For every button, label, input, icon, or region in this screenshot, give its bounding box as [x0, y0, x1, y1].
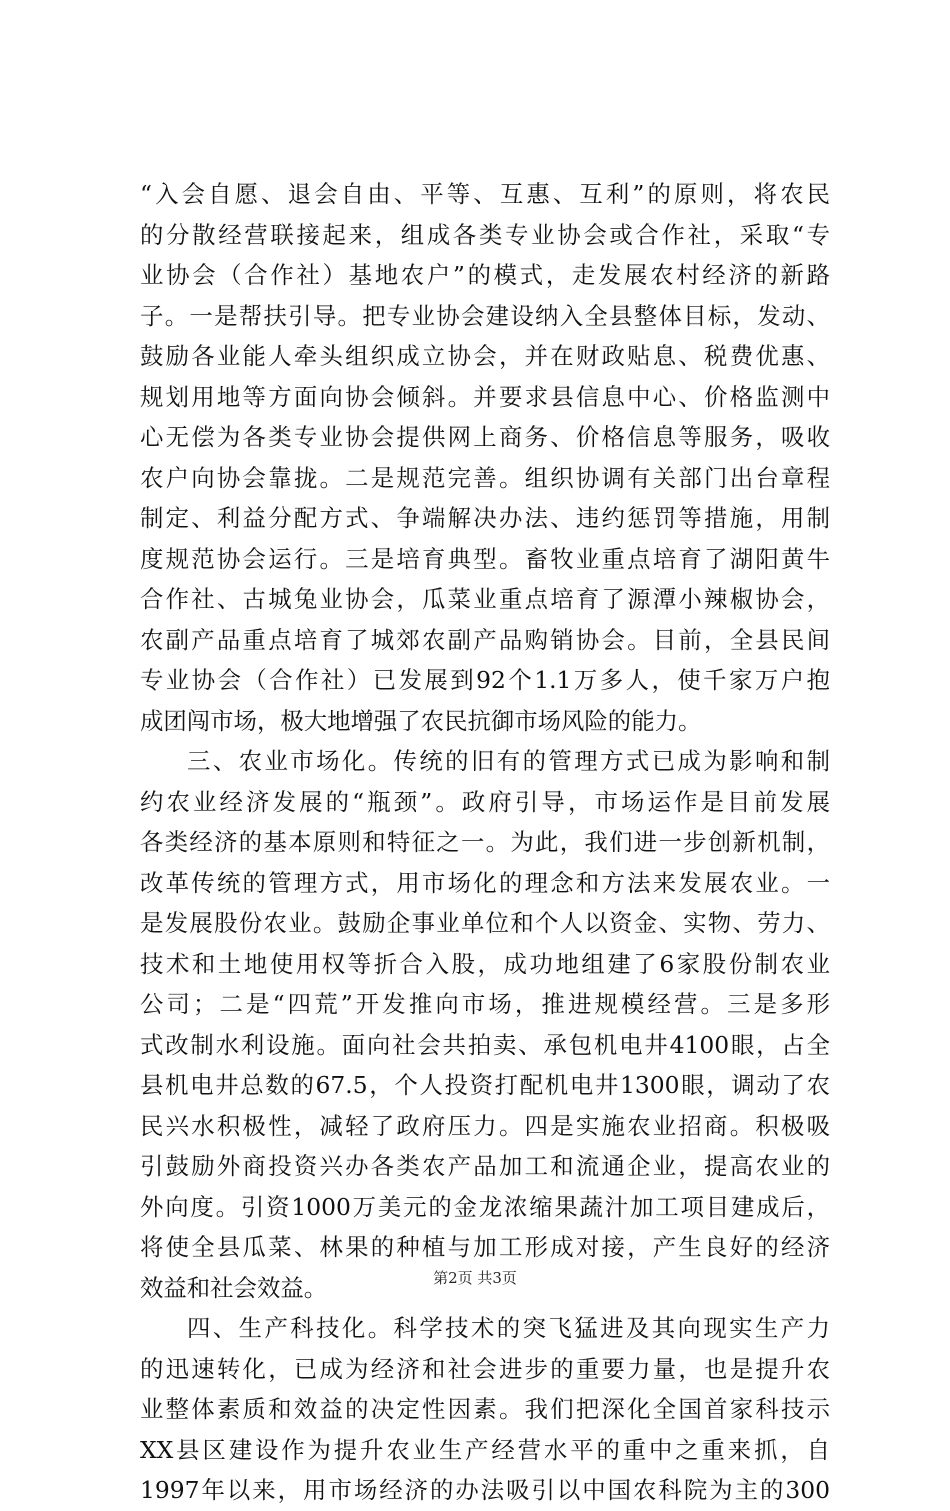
text-line: 业协会（合作社）基地农户”的模式，走发展农村经济的新路: [140, 261, 830, 289]
text-line: 外向度。引资1000万美元的金龙浓缩果蔬汁加工项目建成后，: [140, 1192, 830, 1221]
text-line: 四、生产科技化。科学技术的突飞猛进及其向现实生产力: [187, 1314, 830, 1342]
document-body: [140, 174, 830, 1511]
text-line: 子。一是帮扶引导。把专业协会建设纳入全县整体目标，发动、: [140, 301, 830, 330]
text-line: 农副产品重点培育了城郊农副产品购销协会。目前，全县民间: [140, 625, 830, 654]
text-line: 的迅速转化，已成为经济和社会进步的重要力量，也是提升农: [140, 1354, 830, 1383]
text-line: 的分散经营联接起来，组成各类专业协会或合作社，采取“专: [140, 220, 830, 249]
text-line: 是发展股份农业。鼓励企事业单位和个人以资金、实物、劳力、: [140, 909, 830, 937]
text-line: 心无偿为各类专业协会提供网上商务、价格信息等服务，吸收: [140, 423, 830, 451]
text-line: XX县区建设作为提升农业生产经营水平的重中之重来抓，自: [140, 1435, 830, 1464]
text-line: 业整体素质和效益的决定性因素。我们把深化全国首家科技示: [140, 1395, 830, 1423]
text-line: 约农业经济发展的“瓶颈”。政府引导，市场运作是目前发展: [140, 787, 830, 816]
text-line: “入会自愿、退会自由、平等、互惠、互利”的原则，将农民: [140, 180, 830, 208]
text-line: 公司；二是“四荒”开发推向市场，推进规模经营。三是多形: [140, 990, 830, 1018]
page-footer: 第2页 共3页: [433, 1269, 517, 1287]
text-line: 技术和土地使用权等折合入股，成功地组建了6家股份制农业: [140, 949, 830, 978]
text-line: 专业协会（合作社）已发展到92个1.1万多人，使千家万户抱: [140, 666, 830, 694]
text-line: 成团闯市场，极大地增强了农民抗御市场风险的能力。: [140, 706, 702, 735]
text-line: 三、农业市场化。传统的旧有的管理方式已成为影响和制: [187, 747, 830, 775]
text-line: 效益和社会效益。: [140, 1273, 328, 1302]
text-line: 县机电井总数的67.5，个人投资打配机电井1300眼，调动了农: [140, 1071, 830, 1099]
text-line: 制定、利益分配方式、争端解决办法、违约惩罚等措施，用制: [140, 504, 830, 532]
text-line: 将使全县瓜菜、林果的种植与加工形成对接，产生良好的经济: [140, 1233, 830, 1261]
text-line: 引鼓励外商投资兴办各类农产品加工和流通企业，提高农业的: [140, 1152, 830, 1180]
text-line: 式改制水利设施。面向社会共拍卖、承包机电井4100眼，占全: [140, 1030, 830, 1059]
text-line: 农户向协会靠拢。二是规范完善。组织协调有关部门出台章程: [140, 463, 830, 492]
text-line: 1997年以来，用市场经济的办法吸引以中国农科院为主的300: [140, 1476, 830, 1504]
text-line: 合作社、古城兔业协会，瓜菜业重点培育了源潭小辣椒协会，: [140, 585, 830, 613]
text-line: 民兴水积极性，减轻了政府压力。四是实施农业招商。积极吸: [140, 1111, 830, 1140]
text-line: 度规范协会运行。三是培育典型。畜牧业重点培育了湖阳黄牛: [140, 544, 830, 573]
text-line: 鼓励各业能人牵头组织成立协会，并在财政贴息、税费优惠、: [140, 342, 830, 370]
text-line: 各类经济的基本原则和特征之一。为此，我们进一步创新机制，: [140, 828, 830, 856]
text-line: 规划用地等方面向协会倾斜。并要求县信息中心、价格监测中: [140, 382, 830, 411]
text-line: 改革传统的管理方式，用市场化的理念和方法来发展农业。一: [140, 868, 830, 897]
